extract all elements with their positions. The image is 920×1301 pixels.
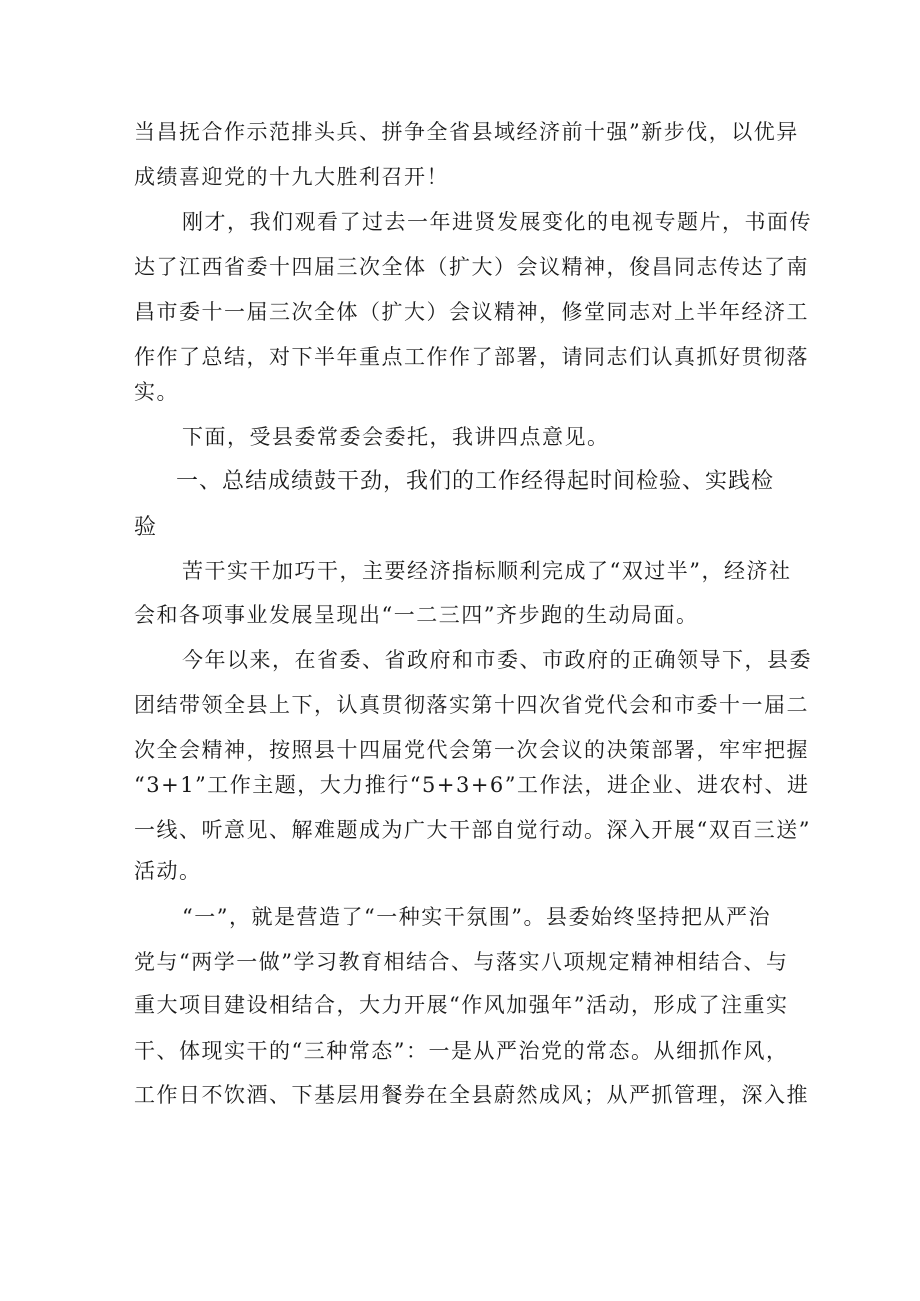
paragraph-line: 昌市委十一届三次全体（扩大）会议精神，修堂同志对上半年经济工	[134, 300, 809, 324]
paragraph-line: 活动。	[134, 859, 202, 883]
paragraph-line: 干、体现实干的“三种常态”：一是从严治党的常态。从细抓作风，	[134, 1039, 789, 1063]
paragraph-line: 成绩喜迎党的十九大胜利召开！	[134, 165, 449, 189]
paragraph-line: 党与“两学一做”学习教育相结合、与落实八项规定精神相结合、与	[134, 950, 789, 974]
section-heading: 验	[134, 515, 158, 540]
paragraph-line: 今年以来，在省委、省政府和市委、市政府的正确领导下，县委	[182, 648, 812, 672]
paragraph-line: 实。	[134, 380, 179, 404]
paragraph-line: 当昌抚合作示范排头兵、拼争全省县域经济前十强”新步伐，以优异	[134, 120, 799, 144]
paragraph-line: “3+1”工作主题，大力推行“5+3+6”工作法，进企业、进农村、进	[134, 773, 810, 797]
paragraph-line: 重大项目建设相结合，大力开展“作风加强年”活动，形成了注重实	[134, 993, 789, 1017]
section-heading: 一、总结成绩鼓干劲，我们的工作经得起时间检验、实践检	[176, 469, 775, 494]
paragraph-line: “一”，就是营造了“一种实干氛围”。县委始终坚持把从严治	[182, 905, 771, 929]
paragraph-line: 工作日不饮酒、下基层用餐券在全县蔚然成风；从严抓管理，深入推	[134, 1083, 809, 1107]
paragraph-line: 下面，受县委常委会委托，我讲四点意见。	[182, 425, 610, 449]
paragraph-line: 作作了总结，对下半年重点工作作了部署，请同志们认真抓好贯彻落	[134, 345, 809, 369]
paragraph-line: 次全会精神，按照县十四届党代会第一次会议的决策部署，牢牢把握	[134, 738, 809, 762]
paragraph-line: 刚才，我们观看了过去一年进贤发展变化的电视专题片，书面传	[182, 210, 812, 234]
paragraph-line: 达了江西省委十四届三次全体（扩大）会议精神，俊昌同志传达了南	[134, 255, 809, 279]
paragraph-line: 苦干实干加巧干，主要经济指标顺利完成了“双过半”，经济社	[182, 559, 792, 583]
paragraph-line: 一线、听意见、解难题成为广大干部自觉行动。深入开展“双百三送”	[134, 818, 811, 842]
paragraph-line: 团结带领全县上下，认真贯彻落实第十四次省党代会和市委十一届二	[134, 693, 809, 717]
paragraph-line: 会和各项事业发展呈现出“一二三四”齐步跑的生动局面。	[134, 603, 699, 627]
